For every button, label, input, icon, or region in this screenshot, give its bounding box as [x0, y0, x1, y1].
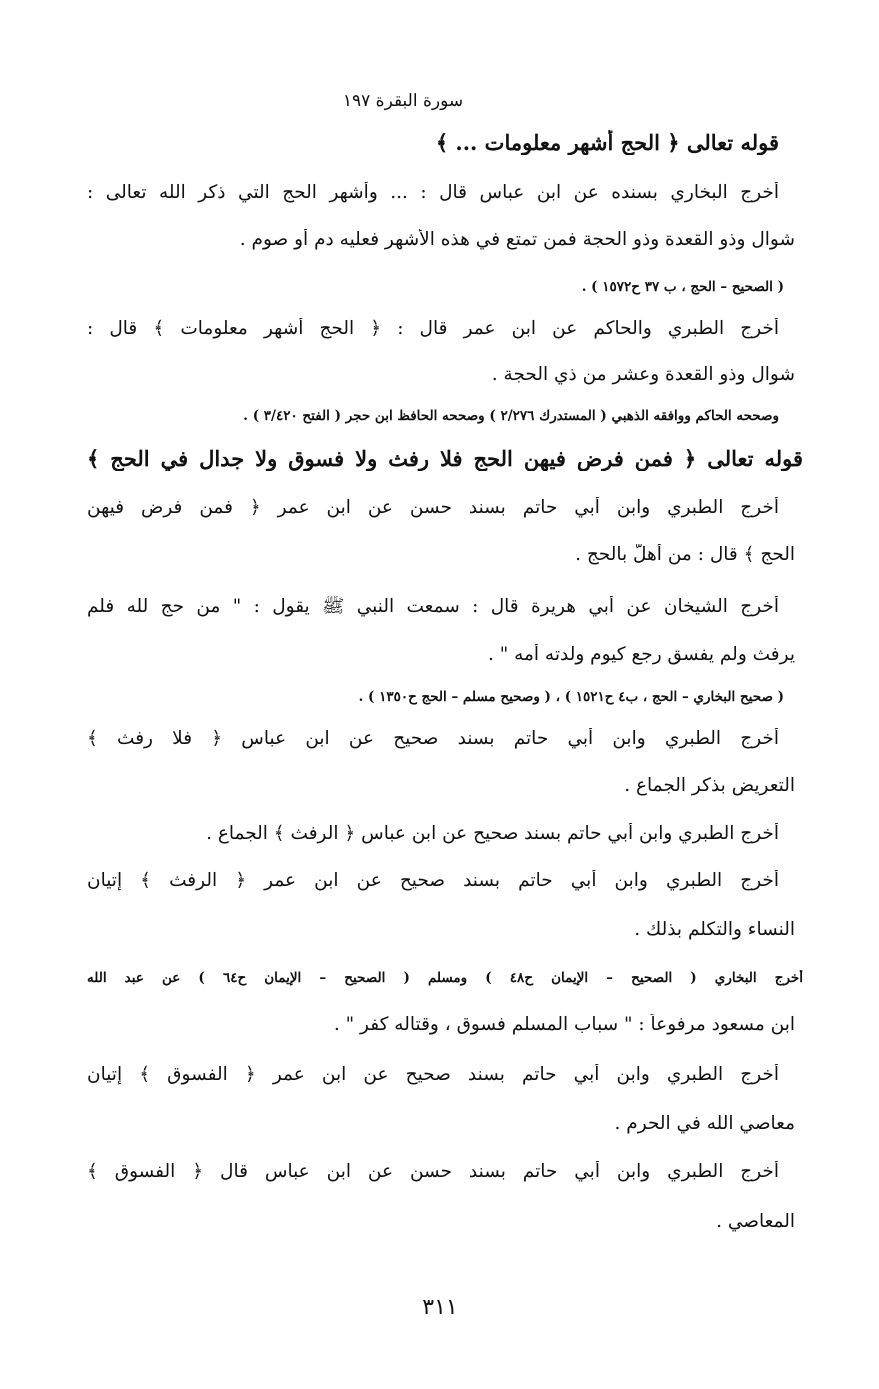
text-line: أخرج الطبري وابن أبي حاتم بسند صحيح عن ابن عباس ﴿ فلا رفث ﴾ [87, 728, 779, 749]
text-line: أخرج الطبري وابن أبي حاتم بسند حسن عن ابن عباس قال ﴿ الفسوق ﴾ [87, 1161, 779, 1182]
text-line: التعريض بذكر الجماع . [624, 775, 795, 796]
text-line: أخرج الطبري وابن أبي حاتم بسند حسن عن ابن عمر ﴿ فمن فرض فيهن [87, 497, 779, 518]
text-line: أخرج البخاري بسنده عن ابن عباس قال : ... وأشهر الحج التي ذكر الله تعالى : [87, 182, 779, 203]
text-line: الحج ﴾ قال : من أهلّ بالحج . [575, 544, 795, 565]
text-line: النساء والتكلم بذلك . [634, 919, 795, 940]
reference-line: ( الصحيح – الحج ، ب ٣٧ ح١٥٧٢ ) . [581, 279, 784, 295]
text-line: يرفث ولم يفسق رجع كيوم ولدته أمه " . [487, 644, 795, 665]
text-line: المعاصي . [716, 1211, 795, 1232]
reference-line: وصححه الحاكم ووافقه الذهبي ( المستدرك ٢/٢٧٦ ) وصححه الحافظ ابن حجر ( الفتح ٣/٤٢٠ ) . [243, 408, 779, 424]
reference-line: أخرج البخاري ( الصحيح – الإيمان ح٤٨ ) ومسلم ( الصحيح – الإيمان ح٦٤ ) عن عبد الله [87, 970, 803, 986]
text-line: ابن مسعود مرفوعاً : " سباب المسلم فسوق ، وقتاله كفر " . [333, 1014, 795, 1035]
running-header: سورة البقرة ١٩٧ [342, 91, 464, 111]
section-heading: قوله تعالى ﴿ فمن فرض فيهن الحج فلا رفث ولا فسوق ولا جدال في الحج ﴾ [87, 446, 803, 471]
text-line: أخرج الطبري وابن أبي حاتم بسند صحيح عن ابن عباس ﴿ الرفث ﴾ الجماع . [206, 823, 779, 844]
text-line: أخرج الطبري والحاكم عن ابن عمر قال : ﴿ الحج أشهر معلومات ﴾ قال : [87, 318, 779, 339]
text-line: أخرج الطبري وابن أبي حاتم بسند صحيح عن ابن عمر ﴿ الفسوق ﴾ إتيان [87, 1064, 779, 1085]
section-heading: قوله تعالى ﴿ الحج أشهر معلومات ... ﴾ [435, 130, 779, 155]
text-line: أخرج الشيخان عن أبي هريرة قال : سمعت النبي ﷺ يقول : " من حج لله فلم [87, 596, 779, 617]
text-line: شوال وذو القعدة وعشر من ذي الحجة . [491, 364, 795, 385]
reference-line: ( صحيح البخاري – الحج ، ب٤ ح١٥٢١ ) ، ( وصحيح مسلم – الحج ح١٣٥٠ ) . [358, 689, 784, 705]
page-number: ٣١١ [422, 1295, 458, 1320]
text-line: أخرج الطبري وابن أبي حاتم بسند صحيح عن ابن عمر ﴿ الرفث ﴾ إتيان [87, 870, 779, 891]
text-line: شوال وذو القعدة وذو الحجة فمن تمتع في هذه الأشهر فعليه دم أو صوم . [239, 229, 795, 250]
text-line: معاصي الله في الحرم . [614, 1113, 795, 1134]
